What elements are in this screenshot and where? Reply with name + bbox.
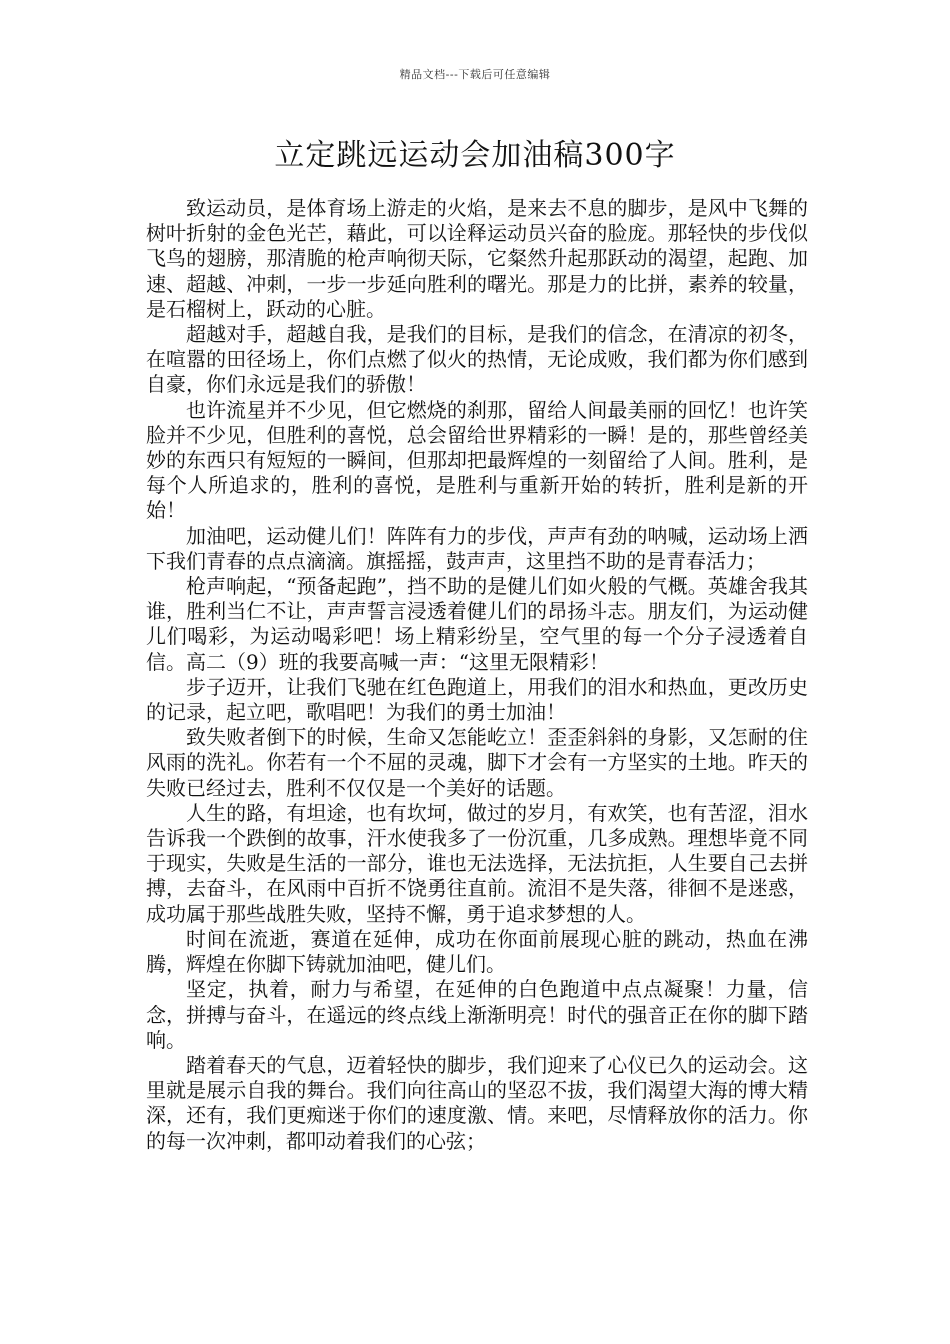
header-note: 精品文档---下载后可任意编辑: [399, 68, 551, 81]
paragraph: 步子迈开，让我们飞驰在红色跑道上，用我们的泪水和热血，更改历史的记录，起立吧，歌唱吧！为我们的勇士加油！: [146, 674, 808, 725]
paragraph: 致运动员，是体育场上游走的火焰，是来去不息的脚步，是风中飞舞的树叶折射的金色光芒，藉此，可以诠释运动员兴奋的脸庞。那轻快的步伐似飞鸟的翅膀，那清脆的枪声响彻天际，它粲然升起那跃动的渴望，起跑、加速、超越、冲刺，一步一步延向胜利的曙光。那是力的比拼，素养的较量，是石榴树上，跃动的心脏。: [146, 196, 808, 321]
paragraph: 坚定，执着，耐力与希望，在延伸的白色跑道中点点凝聚！力量，信念，拼搏与奋斗，在遥远的终点线上渐渐明亮！时代的强音正在你的脚下踏响。: [146, 977, 808, 1052]
page-title: 立定跳远运动会加油稿300字: [274, 138, 676, 173]
paragraph: 时间在流逝，赛道在延伸，成功在你面前展现心脏的跳动，热血在沸腾，辉煌在你脚下铸就加油吧，健儿们。: [146, 926, 808, 977]
paragraph: 踏着春天的气息，迈着轻快的脚步，我们迎来了心仪已久的运动会。这里就是展示自我的舞台。我们向往高山的坚忍不拔，我们渴望大海的博大精深，还有，我们更痴迷于你们的速度激、情。来吧，尽情释放你的活力。你的每一次冲刺，都叩动着我们的心弦；: [146, 1052, 808, 1153]
paragraph: 枪声响起，“预备起跑”，挡不助的是健儿们如火般的气概。英雄舍我其谁，胜利当仁不让，声声誓言浸透着健儿们的昂扬斗志。朋友们，为运动健儿们喝彩，为运动喝彩吧！场上精彩纷呈，空气里的每一个分子浸透着自信。高二（9）班的我要高喊一声：“这里无限精彩！: [146, 574, 808, 674]
paragraph: 人生的路，有坦途，也有坎坷，做过的岁月，有欢笑，也有苦涩，泪水告诉我一个跌倒的故事，汗水使我多了一份沉重，几多成熟。理想毕竟不同于现实，失败是生活的一部分，谁也无法选择，无法抗拒，人生要自己去拼搏，去奋斗，在风雨中百折不饶勇往直前。流泪不是失落，徘徊不是迷惑，成功属于那些战胜失败，坚持不懈，勇于追求梦想的人。: [146, 800, 808, 926]
paragraph: 加油吧，运动健儿们！阵阵有力的步伐，声声有劲的呐喊，运动场上洒下我们青春的点点滴滴。旗摇摇，鼓声声，这里挡不助的是青春活力；: [146, 523, 808, 573]
document-body: [146, 196, 808, 1154]
paragraph: 超越对手，超越自我，是我们的目标，是我们的信念，在清凉的初冬，在喧嚣的田径场上，你们点燃了似火的热情，无论成败，我们都为你们感到自豪，你们永远是我们的骄傲！: [146, 322, 808, 397]
paragraph: 也许流星并不少见，但它燃烧的刹那，留给人间最美丽的回忆！也许笑脸并不少见，但胜利的喜悦，总会留给世界精彩的一瞬！是的，那些曾经美妙的东西只有短短的一瞬间，但那却把最辉煌的一刻留给了人间。胜利，是每个人所追求的，胜利的喜悦，是胜利与重新开始的转折，胜利是新的开始！: [146, 397, 808, 523]
paragraph: 致失败者倒下的时候，生命又怎能屹立！歪歪斜斜的身影，又怎耐的住风雨的洗礼。你若有一个不屈的灵魂，脚下才会有一方坚实的土地。昨天的失败已经过去，胜利不仅仅是一个美好的话题。: [146, 725, 808, 800]
